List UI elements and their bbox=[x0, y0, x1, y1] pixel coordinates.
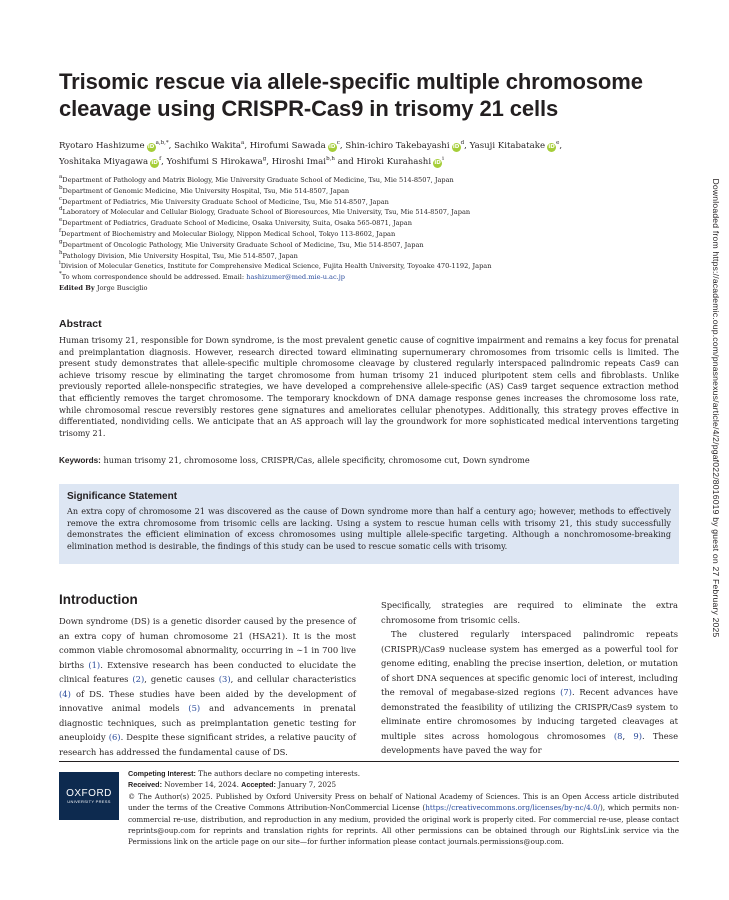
oxford-university-press-logo[interactable]: OXFORD UNIVERSITY PRESS bbox=[59, 772, 119, 820]
introduction-heading: Introduction bbox=[59, 592, 138, 607]
citation-link[interactable]: (5) bbox=[188, 703, 201, 713]
abstract-heading: Abstract bbox=[59, 318, 102, 330]
affiliation: $^a$Department of Pathology and Matrix Biology, Mie University Graduate School of Medicine, Tsu, Mie 514-8507, Japan bbox=[59, 174, 454, 184]
affiliation: $^b$Department of Genomic Medicine, Mie University Hospital, Tsu, Mie 514-8507, Japan bbox=[59, 184, 350, 195]
significance-heading: Significance Statement bbox=[67, 491, 178, 502]
correspondence-note: *To whom correspondence should be addressed. Email: hashizumer@med.mie-u.ac.jp bbox=[59, 271, 346, 282]
affiliation-list bbox=[59, 175, 679, 294]
correspondence-email-link[interactable]: hashizumer@med.mie-u.ac.jp bbox=[246, 273, 346, 282]
edited-by: Edited By Jorge Busciglio bbox=[59, 283, 148, 292]
paragraph: The clustered regularly interspaced palindromic repeats (CRISPR)/Cas9 nuclease system has emerged as a powerful tool for genome editing, enabling the precise insertion, deletion, or mutation of short DNA sequences at specific genomic loci of interest, including the removal of megabase-sized regions (7). Recent advances have demonstrated the feasibility of utilizing the CRISPR/Cas9 system to eliminate entire chromosomes by inducing targeted cleavages at multiple sites across homologous chromosomes (8, 9). These developments have paved the way for bbox=[381, 629, 679, 755]
affiliation: $^d$Laboratory of Molecular and Cellular Biology, Graduate School of Bioresources, Mie University, Tsu, Mie 514-8507, Japan bbox=[59, 206, 471, 217]
affiliation: $^e$Department of Pediatrics, Graduate School of Medicine, Osaka University, Suita, Osaka 565-0871, Japan bbox=[59, 217, 412, 228]
orcid-icon[interactable]: iD bbox=[147, 144, 155, 150]
affiliation: $^g$Department of Oncologic Pathology, Mie University Graduate School of Medicine, Tsu, Mie 514-8507, Japan bbox=[59, 238, 424, 249]
author-list: Ryotaro Hashizume $iD^{a,b,*}$, Sachiko Wakita$^a$, Hirofumi Sawada $iD^c$, Shin-ichiro Takebayashi $iD^d$, Yasuji Kitabatake $iD^e$, Yoshitaka Miyagawa $iD^f$, Yoshifumi S Hirokawa$^g$, Hiroshi Imai$^{b,h}$ and Hiroki Kurahashi $iD^i$ bbox=[59, 140, 563, 167]
author[interactable]: Hiroshi Imai$^{b,h}$ bbox=[271, 156, 335, 167]
citation-link[interactable]: (8 bbox=[613, 730, 623, 741]
keywords bbox=[59, 454, 679, 467]
affiliation: $^h$Pathology Division, Mie University Hospital, Tsu, Mie 514-8507, Japan bbox=[59, 249, 298, 260]
article-title: Trisomic rescue via allele-specific multiple chromosome cleavage using CRISPR-Cas9 in trisomy 21 cells bbox=[59, 69, 643, 121]
citation-link[interactable]: (2) bbox=[132, 674, 145, 684]
author[interactable]: Sachiko Wakita$^a$ bbox=[174, 140, 245, 151]
citation-link[interactable]: (1) bbox=[88, 659, 101, 670]
author[interactable]: Yoshifumi S Hirokawa$^g$ bbox=[166, 156, 267, 167]
affiliation: $^f$Department of Biochemistry and Molecular Biology, Nippon Medical School, Tokyo 113-8602, Japan bbox=[59, 227, 396, 238]
orcid-icon[interactable]: iD bbox=[452, 144, 460, 150]
license-text: © The Author(s) 2025. Published by Oxford University Press on behalf of National Academy of Sciences. This is an Open Access article distributed under the terms of the Creative Commons Attribution-NonCommercial License (https://creativecommons.org/licenses/by-nc/4.0/), which permits non-commercial re-use, distribution, and reproduction in any medium, provided the original work is properly cited. For commercial re-use, please contact reprints@oup.com for reprints and translation rights for reprints. All other permissions can be obtained through our RightsLink service via the Permissions link on the article page on our site—for further information please contact journals.permissions@oup.com. bbox=[128, 791, 679, 847]
introduction-right-column bbox=[381, 598, 678, 758]
paragraph: Down syndrome (DS) is a genetic disorder caused by the presence of an extra copy of human chromosome 21 (HSA21). It is the most common viable chromosomal abnormality, occurring in ∼1 in 700 live births (1). Extensive research has been conducted to elucidate the clinical features (2), genetic causes (3), and cellular characteristics (4) of DS. These studies have been aided by the development of innovative animal models (5) and advancements in prenatal diagnostic techniques, such as preimplantation genetic testing for aneuploidy (6). Despite these significant strides, a relative paucity of research has addressed the fundamental cause of DS. bbox=[59, 616, 356, 757]
article-footer bbox=[128, 768, 679, 848]
keywords-label: Keywords: bbox=[59, 456, 101, 465]
orcid-icon[interactable]: iD bbox=[151, 160, 158, 166]
paragraph: Specifically, strategies are required to eliminate the extra chromosome from trisomic cells. bbox=[381, 600, 678, 625]
license-link[interactable]: https://creativecommons.org/licenses/by-nc/4.0/ bbox=[425, 803, 600, 813]
abstract-text: Human trisomy 21, responsible for Down syndrome, is the most prevalent genetic cause of cognitive impairment and remains a key focus for prenatal and preimplantation diagnosis. However, research directed toward eliminating supernumerary chromosomes from trisomic cells is limited. The present study demonstrates that allele-specific multiple chromosome cleavage by clustered regularly interspaced palindromic repeats Cas9 can achieve trisomy rescue by eliminating the target chromosome from human trisomy 21 induced pluripotent stem cells and fibroblasts. Unlike previously reported allele-nonspecific strategies, we have developed a comprehensive allele-specific (AS) Cas9 target sequence extraction method that efficiently removes the target chromosome. The temporary knockdown of DNA damage response genes increases the chromosome loss rate, while chromosomal rescue reversibly restores gene signatures and ameliorates cellular phenotypes. Additionally, this strategy proves effective in differentiated, nondividing cells. We anticipate that an AS approach will lay the groundwork for more sophisticated medical interventions targeting trisomy 21. bbox=[59, 335, 679, 438]
keywords-text: human trisomy 21, chromosome loss, CRISPR/Cas, allele specificity, chromosome cut, Down syndrome bbox=[103, 455, 530, 465]
competing-interest: Competing Interest: The authors declare no competing interests. bbox=[128, 769, 361, 778]
author[interactable]: Hirofumi Sawada $iD^c$ bbox=[249, 140, 340, 151]
citation-link[interactable]: (6) bbox=[108, 732, 121, 742]
introduction-left-column bbox=[59, 614, 356, 759]
citation-link[interactable]: 9) bbox=[633, 730, 642, 741]
affiliation: $^i$Division of Molecular Genetics, Institute for Comprehensive Medical Science, Fujita Health University, Toyoake 470-1192, Japan bbox=[59, 260, 492, 271]
orcid-icon[interactable]: iD bbox=[548, 144, 555, 150]
significance-statement-box bbox=[59, 484, 679, 564]
citation-link[interactable]: (3) bbox=[218, 674, 231, 684]
significance-text: An extra copy of chromosome 21 was discovered as the cause of Down syndrome more than half a century ago; however, methods to effectively remove the extra chromosome from trisomic cells are lacking. Using a system to rescue human cells with trisomy 21, this study successfully demonstrates the efficient elimination of excess chromosomes using multiple allele-specific targeting. Although a nonchromosome-breaking elimination method is desirable, the findings of this study can be used to rescue somatic cells with trisomy. bbox=[67, 506, 671, 551]
affiliation: $^c$Department of Pediatrics, Mie University Graduate School of Medicine, Tsu, Mie 514-8507, Japan bbox=[59, 195, 389, 206]
author[interactable]: Yasuji Kitabatake $iD^e$ bbox=[469, 140, 560, 151]
footer-divider bbox=[59, 761, 679, 762]
dates: Received: November 14, 2024. Accepted: January 7, 2025 bbox=[128, 780, 337, 790]
orcid-icon[interactable]: iD bbox=[329, 144, 336, 150]
author[interactable]: Ryotaro Hashizume $iD^{a,b,*}$ bbox=[59, 140, 169, 151]
author[interactable]: Yoshitaka Miyagawa $iD^f$ bbox=[59, 156, 162, 167]
orcid-icon[interactable]: iD bbox=[434, 160, 441, 166]
citation-link[interactable]: (4) bbox=[59, 688, 71, 699]
citation-link[interactable]: (7) bbox=[560, 687, 572, 697]
author[interactable]: Shin-ichiro Takebayashi $iD^d$ bbox=[345, 140, 465, 151]
download-watermark: Downloaded from https://academic.oup.com/pnasnexus/article/4/2/pgaf022/8016019 by guest on 27 February 2025 bbox=[711, 178, 721, 638]
author[interactable]: Hiroki Kurahashi $iD^i$ bbox=[356, 156, 444, 167]
